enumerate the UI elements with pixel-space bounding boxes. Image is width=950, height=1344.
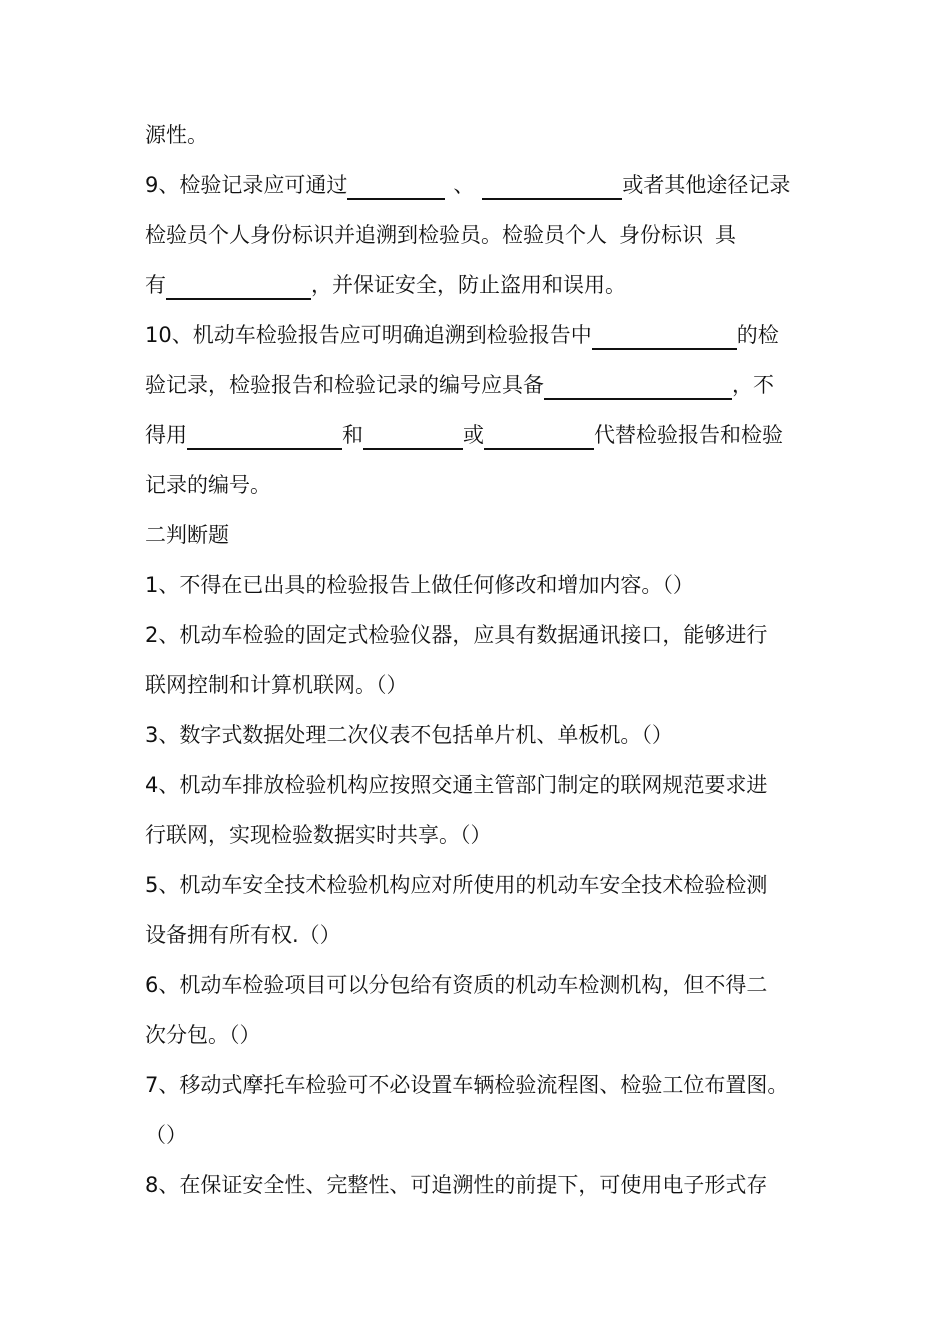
text: 10、机动车检验报告应可明确追溯到检验报告中 [145, 323, 592, 347]
text: 8、在保证安全性、完整性、可追溯性的前提下，可使用电子形式存 [145, 1173, 768, 1197]
answer-blank[interactable] [484, 426, 594, 450]
text: 设备拥有所有权.（） [145, 923, 341, 947]
text: 3、数字式数据处理二次仪表不包括单片机、单板机。（） [145, 723, 673, 747]
text: 记录的编号。 [145, 473, 271, 497]
judge-question-2-line-1 [145, 620, 767, 650]
section-title [145, 520, 229, 550]
text-line [145, 120, 208, 150]
judge-question-7-line-1 [145, 1070, 788, 1100]
text: 次分包。（） [145, 1023, 261, 1047]
text: 联网控制和计算机联网。（） [145, 673, 408, 697]
answer-blank[interactable] [592, 326, 737, 350]
judge-question-8-line-1 [145, 1170, 767, 1200]
question-10-line-2 [145, 370, 774, 400]
text: 5、机动车安全技术检验机构应对所使用的机动车安全技术检验检测 [145, 873, 768, 897]
text: 得用 [145, 423, 187, 447]
text: ，并保证安全，防止盗用和误用。 [311, 273, 626, 297]
text: 检验员个人身份标识并追溯到检验员。检验员个人 [145, 223, 607, 247]
text: 7、移动式摩托车检验可不必设置车辆检验流程图、检验工位布置图。 [145, 1073, 789, 1097]
text: 行联网，实现检验数据实时共享。（） [145, 823, 492, 847]
text: 2、机动车检验的固定式检验仪器，应具有数据通讯接口，能够进行 [145, 623, 768, 647]
text: 1、不得在已出具的检验报告上做任何修改和增加内容。（） [145, 573, 694, 597]
answer-blank[interactable] [187, 426, 342, 450]
judge-question-1 [145, 570, 694, 600]
question-9-line-1 [145, 170, 790, 200]
answer-blank[interactable] [166, 276, 311, 300]
question-9-line-2 [145, 220, 736, 250]
answer-blank[interactable] [482, 176, 622, 200]
text: 6、机动车检验项目可以分包给有资质的机动车检测机构，但不得二 [145, 973, 768, 997]
text: 、 [453, 173, 475, 197]
judge-question-2-line-2 [145, 670, 408, 700]
judge-question-6-line-1 [145, 970, 767, 1000]
text: 身份标识 [619, 223, 703, 247]
text: 的检 [736, 323, 779, 347]
text: （） [145, 1123, 187, 1147]
judge-question-5-line-1 [145, 870, 767, 900]
question-10-line-1 [145, 320, 779, 350]
text: 9、检验记录应可通过 [145, 173, 348, 197]
text: 4、机动车排放检验机构应按照交通主管部门制定的联网规范要求进 [145, 773, 768, 797]
text: 验记录，检验报告和检验记录的编号应具备 [145, 373, 544, 397]
text: 有 [145, 273, 166, 297]
text: 和 [342, 423, 363, 447]
answer-blank[interactable] [347, 176, 445, 200]
text: 源性。 [145, 123, 208, 147]
answer-blank[interactable] [544, 376, 732, 400]
judge-question-5-line-2 [145, 920, 341, 950]
answer-blank[interactable] [363, 426, 463, 450]
judge-question-6-line-2 [145, 1020, 261, 1050]
judge-question-4-line-1 [145, 770, 767, 800]
question-10-line-4 [145, 470, 271, 500]
question-10-line-3 [145, 420, 783, 450]
text: 或者其他途径记录 [622, 173, 791, 197]
section-title-text: 二判断题 [145, 523, 229, 547]
text: 或 [463, 423, 484, 447]
text: 代替检验报告和检验 [594, 423, 783, 447]
text: 具 [715, 223, 736, 247]
judge-question-7-line-2 [145, 1120, 187, 1150]
question-9-line-3 [145, 270, 626, 300]
judge-question-3 [145, 720, 673, 750]
text: ，不 [732, 373, 774, 397]
judge-question-4-line-2 [145, 820, 492, 850]
